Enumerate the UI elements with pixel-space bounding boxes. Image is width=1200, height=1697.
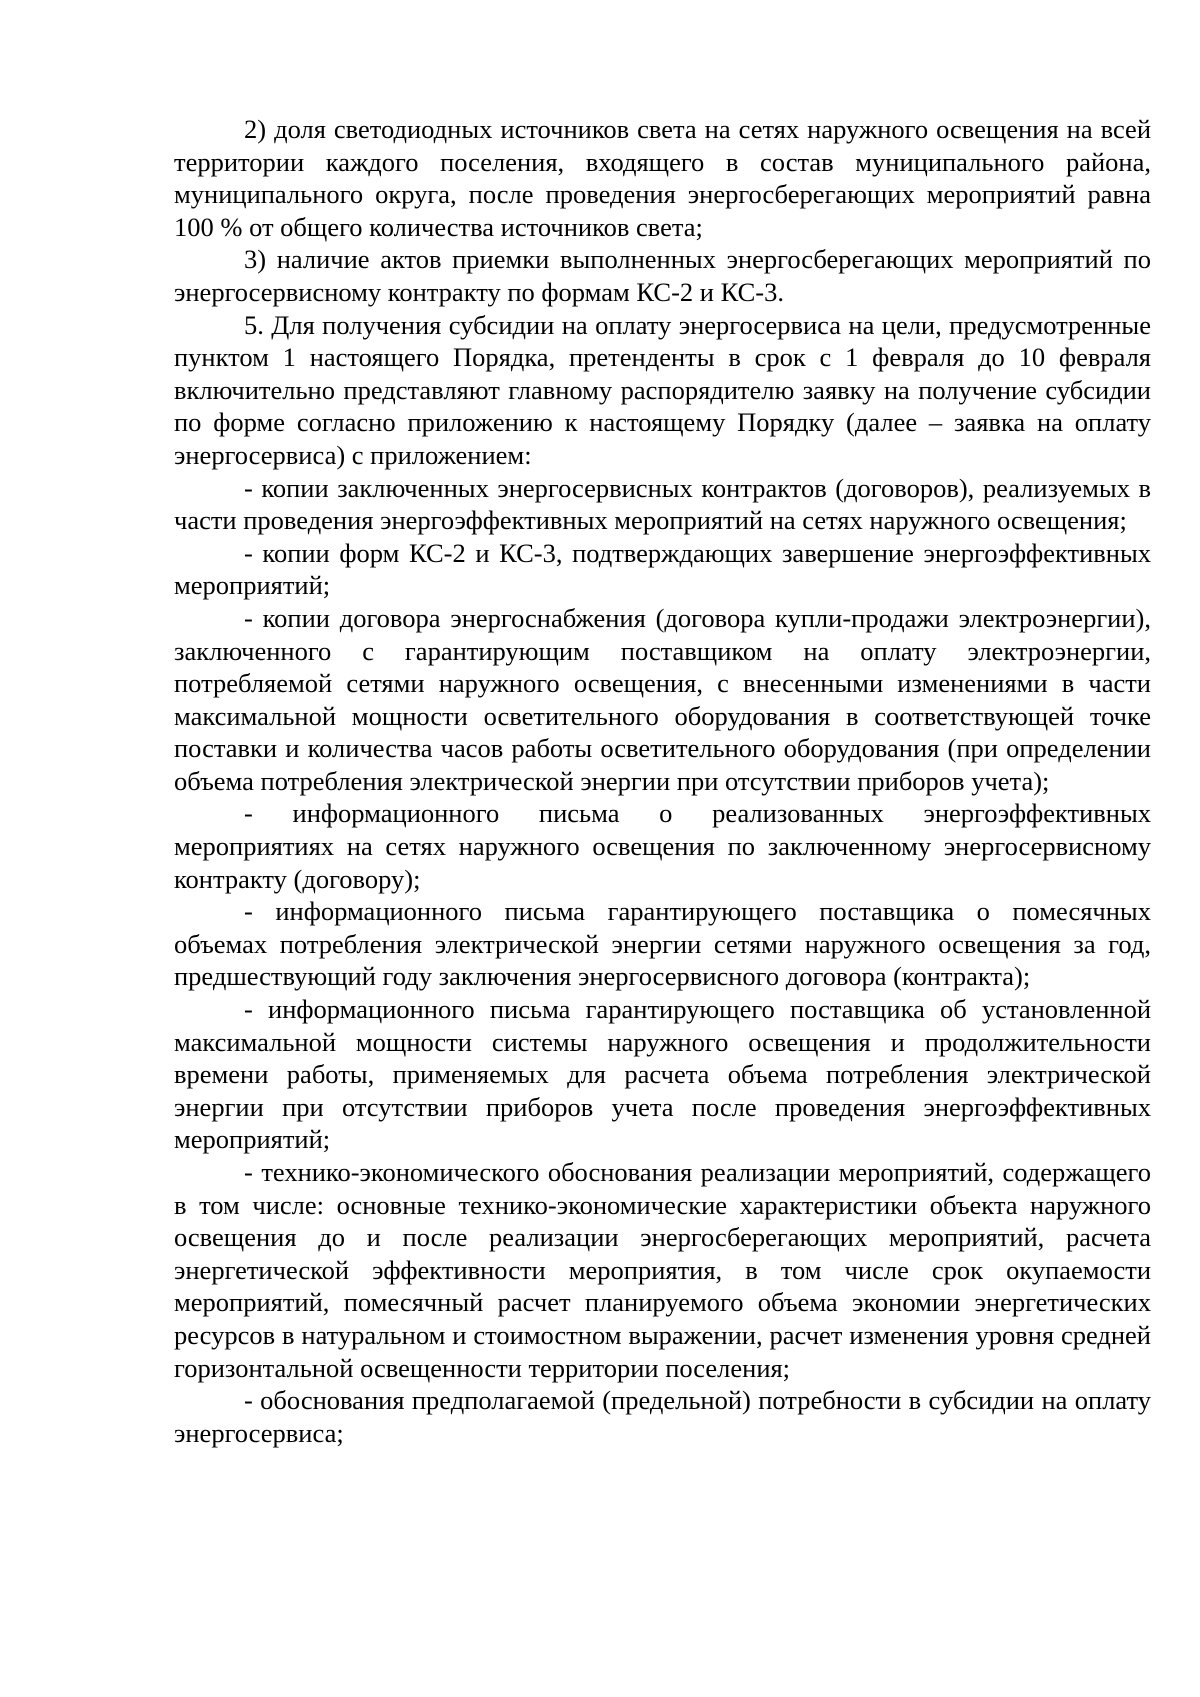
document-body bbox=[174, 113, 1151, 1449]
paragraph-item-3-acceptance-acts: 3) наличие актов приемки выполненных энергосберегающих мероприятий по энергосервисному контракту по формам КС-2 и КС-3. bbox=[174, 244, 1151, 307]
list-item-info-letter-monthly-volumes: - информационного письма гарантирующего поставщика о помесячных объемах потребления электрической энергии сетями наружного освещения за год, предшествующий году заключения энергосервисного договора (контракта); bbox=[174, 896, 1151, 992]
list-item-info-letter-max-power: - информационного письма гарантирующего поставщика об установленной максимальной мощности системы наружного освещения и продолжительности времени работы, применяемых для расчета объема потребления электрической энергии при отсутствии приборов учета после проведения энергоэффективных мероприятий; bbox=[174, 994, 1151, 1155]
list-item-subsidy-need-justification: - обоснования предполагаемой (предельной) потребности в субсидии на оплату энергосервиса; bbox=[174, 1385, 1151, 1448]
list-item-feasibility-study: - технико-экономического обоснования реализации мероприятий, содержащего в том числе: основные технико-экономические характеристики объекта наружного освещения до и после реализации энергосберегающих мероприятий, расчета энергетической эффективности мероприятия, в том числе срок окупаемости мероприятий, помесячный расчет планируемого объема экономии энергетических ресурсов в натуральном и стоимостном выражении, расчет изменения уровня средней горизонтальной освещенности территории поселения; bbox=[174, 1157, 1151, 1383]
paragraph-item-2-led-share: 2) доля светодиодных источников света на сетях наружного освещения на всей территории каждого поселения, входящего в состав муниципального района, муниципального округа, после проведения энергосберегающих мероприятий равна 100 % от общего количества источников света; bbox=[174, 114, 1151, 242]
list-item-info-letter-measures: - информационного письма о реализованных энергоэффективных мероприятиях на сетях наружного освещения по заключенному энергосервисному контракту (договору); bbox=[174, 798, 1151, 894]
list-item-ks-forms-copies: - копии форм КС-2 и КС-3, подтверждающих завершение энергоэффективных мероприятий; bbox=[174, 537, 1151, 601]
paragraph-section-5-application: 5. Для получения субсидии на оплату энергосервиса на цели, предусмотренные пунктом 1 настоящего Порядка, претенденты в срок с 1 февраля до 10 февраля включительно представляют главному распорядителю заявку на получение субсидии по форме согласно приложению к настоящему Порядку (далее – заявка на оплату энергосервиса) с приложением: bbox=[174, 309, 1151, 470]
list-item-contracts-copies: - копии заключенных энергосервисных контрактов (договоров), реализуемых в части проведения энергоэффективных мероприятий на сетях наружного освещения; bbox=[174, 472, 1151, 536]
list-item-energy-supply-contract: - копии договора энергоснабжения (договора купли-продажи электроэнергии), заключенного с гарантирующим поставщиком на оплату электроэнергии, потребляемой сетями наружного освещения, с внесенными изменениями в части максимальной мощности осветительного оборудования в соответствующей точке поставки и количества часов работы осветительного оборудования (при определении объема потребления электрической энергии при отсутствии приборов учета); bbox=[174, 602, 1151, 796]
